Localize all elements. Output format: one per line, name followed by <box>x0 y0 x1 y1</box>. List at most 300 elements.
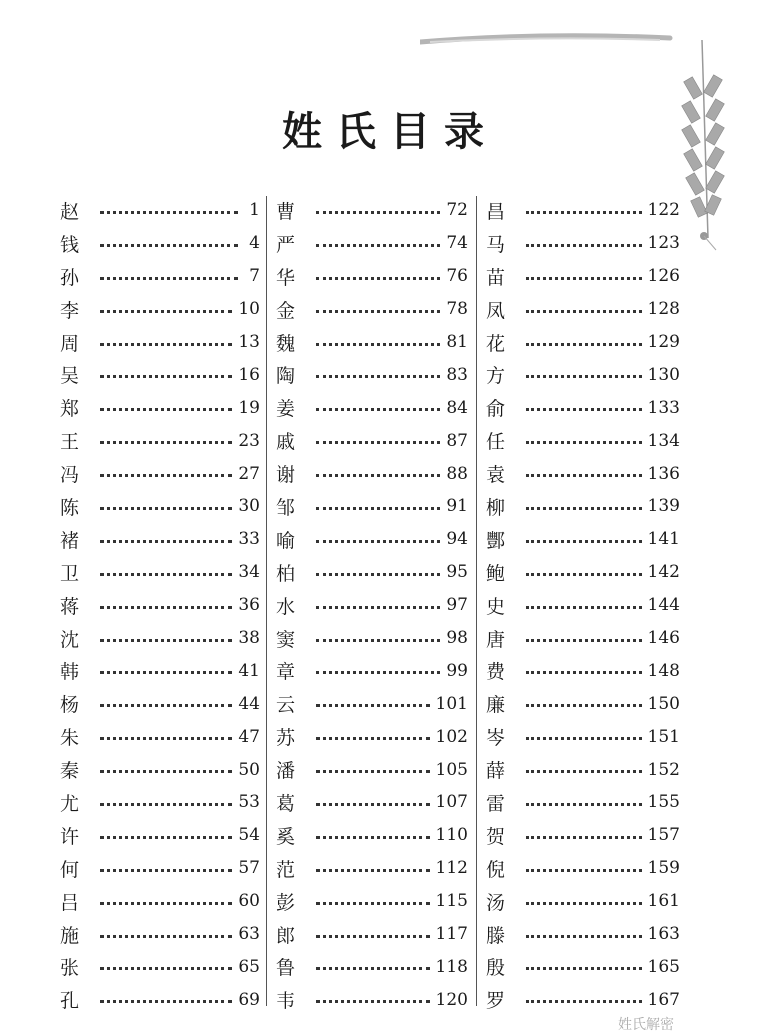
toc-page-number: 144 <box>647 595 680 616</box>
toc-page-number: 105 <box>435 759 468 780</box>
toc-entry <box>276 983 468 1016</box>
toc-surname: 韦 <box>276 990 296 1013</box>
toc-entry <box>486 227 680 260</box>
toc-page-number: 33 <box>238 529 260 550</box>
dot-leader <box>316 277 440 280</box>
toc-entry <box>60 457 260 490</box>
dot-leader <box>526 441 642 444</box>
toc-entry <box>276 391 468 424</box>
toc-entry <box>60 654 260 687</box>
dot-leader <box>100 869 232 872</box>
toc-page-number: 142 <box>647 562 680 583</box>
toc-page-number: 69 <box>238 989 260 1010</box>
toc-surname: 贺 <box>486 825 506 848</box>
toc-surname: 朱 <box>60 727 80 750</box>
toc-entry <box>276 852 468 885</box>
dot-leader <box>316 967 430 970</box>
dot-leader <box>100 375 232 378</box>
toc-entry <box>60 358 260 391</box>
toc-surname: 严 <box>276 233 296 256</box>
toc-page-number: 10 <box>238 299 260 320</box>
toc-entry <box>486 424 680 457</box>
dot-leader <box>100 441 232 444</box>
toc-page-number: 107 <box>435 792 468 813</box>
toc-page-number: 54 <box>238 825 260 846</box>
toc-page-number: 117 <box>435 924 468 945</box>
toc-surname: 凤 <box>486 299 506 322</box>
toc-surname: 李 <box>60 299 80 322</box>
toc-page-number: 38 <box>238 628 260 649</box>
toc-surname: 花 <box>486 332 506 355</box>
toc-entry <box>486 786 680 819</box>
toc-entry <box>276 556 468 589</box>
dot-leader <box>100 935 232 938</box>
toc-surname: 孔 <box>60 990 80 1013</box>
toc-column-3 <box>486 194 680 1016</box>
dot-leader <box>100 573 232 576</box>
toc-entry <box>60 424 260 457</box>
dot-leader <box>316 507 440 510</box>
toc-page-number: 120 <box>435 989 468 1010</box>
toc-surname: 戚 <box>276 431 296 454</box>
toc-entry <box>60 720 260 753</box>
dot-leader <box>316 375 440 378</box>
toc-surname: 钱 <box>60 233 80 256</box>
dot-leader <box>526 770 642 773</box>
toc-surname: 廉 <box>486 694 506 717</box>
dot-leader <box>100 1000 232 1003</box>
toc-surname: 杨 <box>60 694 80 717</box>
dot-leader <box>526 671 642 674</box>
dot-leader <box>316 770 430 773</box>
dot-leader <box>316 704 430 707</box>
toc-entry <box>60 589 260 622</box>
toc-entry <box>486 687 680 720</box>
toc-surname: 马 <box>486 233 506 256</box>
toc-entry <box>60 819 260 852</box>
toc-page-number: 13 <box>238 332 260 352</box>
toc-page-number: 72 <box>446 200 468 221</box>
toc-surname: 施 <box>60 924 80 947</box>
toc-page-number: 53 <box>238 792 260 813</box>
dot-leader <box>316 540 440 543</box>
dot-leader <box>316 902 430 905</box>
toc-surname: 潘 <box>276 760 296 783</box>
toc-entry <box>276 819 468 852</box>
dot-leader <box>100 967 232 970</box>
toc-page-number: 155 <box>647 792 680 813</box>
toc-page-number: 141 <box>647 529 680 550</box>
toc-entry <box>276 654 468 687</box>
toc-page-number: 148 <box>647 660 680 681</box>
toc-page-number: 94 <box>446 529 468 550</box>
dot-leader <box>100 671 232 674</box>
toc-surname: 吕 <box>60 891 80 914</box>
toc-page-number: 78 <box>446 299 468 320</box>
toc-surname: 柳 <box>486 496 506 519</box>
dot-leader <box>316 606 440 609</box>
toc-surname: 苏 <box>276 727 296 750</box>
watermark: 姓氏解密 <box>618 1017 674 1033</box>
toc-entry <box>486 260 680 293</box>
toc-page-number: 133 <box>647 397 680 418</box>
toc-surname: 昌 <box>486 200 506 223</box>
dot-leader <box>526 211 642 214</box>
dot-leader <box>526 737 642 740</box>
toc-entry <box>276 424 468 457</box>
toc-entry <box>276 687 468 720</box>
dot-leader <box>100 310 232 313</box>
toc-entry <box>486 983 680 1016</box>
toc-surname: 云 <box>276 694 296 717</box>
dot-leader <box>100 639 232 642</box>
toc-page-number: 102 <box>435 726 468 747</box>
toc-entry <box>60 227 260 260</box>
toc-surname: 倪 <box>486 858 506 881</box>
toc-surname: 邹 <box>276 496 296 519</box>
toc-page-number: 84 <box>446 397 468 418</box>
dot-leader <box>526 836 642 839</box>
toc-entry <box>60 523 260 556</box>
dot-leader <box>526 408 642 411</box>
toc-page-number: 23 <box>238 430 260 451</box>
toc-page-number: 41 <box>238 660 260 681</box>
toc-page-number: 128 <box>647 299 680 320</box>
toc-page-number: 60 <box>238 891 260 912</box>
dot-leader <box>100 836 232 839</box>
dot-leader <box>526 967 642 970</box>
toc-page-number: 88 <box>446 463 468 484</box>
toc-page-number: 98 <box>446 628 468 649</box>
toc-surname: 郎 <box>276 924 296 947</box>
toc-entry <box>486 326 680 359</box>
toc-page-number: 97 <box>446 595 468 616</box>
dot-leader <box>100 343 232 346</box>
toc-page-number: 167 <box>647 989 680 1010</box>
toc-surname: 史 <box>486 595 506 618</box>
toc-entry <box>486 654 680 687</box>
dot-leader <box>100 770 232 773</box>
toc-entry <box>60 194 260 227</box>
toc-entry <box>486 457 680 490</box>
toc-page-number: 165 <box>647 956 680 977</box>
toc-surname: 薛 <box>486 760 506 783</box>
toc-surname: 酆 <box>486 529 506 552</box>
toc-page-number: 122 <box>647 200 680 221</box>
dot-leader <box>100 902 232 905</box>
dot-leader <box>526 375 642 378</box>
toc-surname: 岑 <box>486 727 506 750</box>
dot-leader <box>316 244 440 247</box>
toc-surname: 滕 <box>486 924 506 947</box>
dot-leader <box>526 310 642 313</box>
dot-leader <box>316 343 440 346</box>
toc-entry <box>276 622 468 655</box>
toc-surname: 鲁 <box>276 957 296 980</box>
toc-surname: 奚 <box>276 825 296 848</box>
toc-page-number: 1 <box>249 200 260 221</box>
toc-surname: 张 <box>60 957 80 980</box>
toc-entry <box>60 260 260 293</box>
toc-column-1 <box>60 194 260 1016</box>
toc-surname: 冯 <box>60 464 80 487</box>
toc-entry <box>276 885 468 918</box>
toc-page-number: 110 <box>435 825 468 846</box>
toc-page-number: 139 <box>647 496 680 517</box>
dot-leader <box>100 737 232 740</box>
toc-entry <box>276 950 468 983</box>
toc-page-number: 151 <box>647 726 680 747</box>
toc-entry <box>276 358 468 391</box>
toc-page-number: 34 <box>238 562 260 583</box>
toc-page-number: 161 <box>647 891 680 912</box>
toc-surname: 郑 <box>60 398 80 421</box>
toc-entry <box>276 523 468 556</box>
toc-surname: 水 <box>276 595 296 618</box>
dot-leader <box>526 902 642 905</box>
toc-surname: 罗 <box>486 990 506 1013</box>
toc-page-number: 159 <box>647 858 680 879</box>
toc-surname: 何 <box>60 858 80 881</box>
toc-entry <box>276 918 468 951</box>
toc-surname: 费 <box>486 661 506 684</box>
toc-entry <box>60 983 260 1016</box>
toc-surname: 魏 <box>276 332 296 355</box>
dot-leader <box>526 573 642 576</box>
toc-surname: 卫 <box>60 562 80 585</box>
toc-surname: 俞 <box>486 398 506 421</box>
dot-leader <box>316 639 440 642</box>
toc-surname: 谢 <box>276 464 296 487</box>
toc-entry <box>486 918 680 951</box>
toc-page-number: 157 <box>647 825 680 846</box>
toc-page-number: 76 <box>446 266 468 287</box>
toc-surname: 唐 <box>486 628 506 651</box>
toc-entry <box>486 523 680 556</box>
toc-entry <box>486 358 680 391</box>
toc-page-number: 4 <box>249 233 260 254</box>
dot-leader <box>100 408 232 411</box>
toc-surname: 韩 <box>60 661 80 684</box>
dot-leader <box>100 803 232 806</box>
toc-page-number: 99 <box>446 660 468 681</box>
toc-page-number: 134 <box>647 430 680 451</box>
toc-entry <box>276 293 468 326</box>
toc-surname: 葛 <box>276 792 296 815</box>
dot-leader <box>100 211 238 214</box>
toc-surname: 吴 <box>60 365 80 388</box>
toc-surname: 孙 <box>60 266 80 289</box>
toc-page-number: 57 <box>238 858 260 879</box>
toc-page-number: 83 <box>446 364 468 385</box>
toc-page-number: 129 <box>647 332 680 352</box>
toc-surname: 殷 <box>486 957 506 980</box>
toc-entry <box>276 589 468 622</box>
toc-entry <box>60 918 260 951</box>
toc-entry <box>60 687 260 720</box>
toc-entry <box>486 885 680 918</box>
toc-surname: 褚 <box>60 529 80 552</box>
dot-leader <box>100 507 232 510</box>
toc-page-number: 50 <box>238 759 260 780</box>
toc-page-number: 87 <box>446 430 468 451</box>
toc-surname: 陈 <box>60 496 80 519</box>
toc-surname: 曹 <box>276 200 296 223</box>
dot-leader <box>526 474 642 477</box>
toc-surname: 柏 <box>276 562 296 585</box>
toc-page-number: 163 <box>647 924 680 945</box>
toc-surname: 许 <box>60 825 80 848</box>
dot-leader <box>100 606 232 609</box>
toc-entry <box>486 490 680 523</box>
toc-page-number: 16 <box>238 364 260 385</box>
toc-entry <box>486 391 680 424</box>
toc-entry <box>276 457 468 490</box>
toc-page-number: 123 <box>647 233 680 254</box>
toc-surname: 周 <box>60 332 80 355</box>
toc-entry <box>486 293 680 326</box>
toc-entry <box>60 622 260 655</box>
dot-leader <box>526 639 642 642</box>
toc-entry <box>276 227 468 260</box>
toc-entry <box>276 720 468 753</box>
toc-surname: 方 <box>486 365 506 388</box>
dot-leader <box>316 935 430 938</box>
toc-entry <box>486 622 680 655</box>
dot-leader <box>100 540 232 543</box>
page-title: 姓氏目录 <box>282 108 498 155</box>
dot-leader <box>100 474 232 477</box>
toc-entry <box>60 786 260 819</box>
toc-page-number: 126 <box>647 266 680 287</box>
toc-page-number: 7 <box>249 266 260 287</box>
toc-surname: 范 <box>276 858 296 881</box>
dot-leader <box>316 573 440 576</box>
toc-surname: 金 <box>276 299 296 322</box>
toc-entry <box>276 753 468 786</box>
dot-leader <box>316 671 440 674</box>
toc-entry <box>486 194 680 227</box>
toc-page-number: 130 <box>647 364 680 385</box>
toc-entry <box>486 819 680 852</box>
dot-leader <box>316 441 440 444</box>
column-divider <box>476 196 477 1006</box>
dot-leader <box>526 803 642 806</box>
toc-page-number: 44 <box>238 693 260 714</box>
toc-surname: 沈 <box>60 628 80 651</box>
toc-surname: 姜 <box>276 398 296 421</box>
toc-surname: 秦 <box>60 760 80 783</box>
toc-entry <box>486 852 680 885</box>
toc-entry <box>60 950 260 983</box>
toc-surname: 鲍 <box>486 562 506 585</box>
dot-leader <box>526 704 642 707</box>
dot-leader <box>100 704 232 707</box>
toc-page-number: 27 <box>238 463 260 484</box>
toc-page-number: 91 <box>446 496 468 517</box>
toc-entry <box>60 753 260 786</box>
dot-leader <box>526 540 642 543</box>
toc-surname: 任 <box>486 431 506 454</box>
toc-surname: 彭 <box>276 891 296 914</box>
toc-entry <box>276 786 468 819</box>
toc-surname: 章 <box>276 661 296 684</box>
toc-page-number: 146 <box>647 628 680 649</box>
toc-page-number: 63 <box>238 924 260 945</box>
toc-page-number: 81 <box>446 332 468 352</box>
toc-entry <box>486 556 680 589</box>
toc-entry <box>60 293 260 326</box>
toc-page-number: 101 <box>435 693 468 714</box>
toc-surname: 陶 <box>276 365 296 388</box>
dot-leader <box>316 803 430 806</box>
toc-surname: 赵 <box>60 200 80 223</box>
dot-leader <box>316 869 430 872</box>
toc-entry <box>276 326 468 359</box>
dot-leader <box>316 1000 430 1003</box>
toc-page-number: 136 <box>647 463 680 484</box>
dot-leader <box>526 277 642 280</box>
toc-surname: 苗 <box>486 266 506 289</box>
toc-entry <box>60 885 260 918</box>
toc-page-number: 30 <box>238 496 260 517</box>
toc-entry <box>60 490 260 523</box>
toc-page-number: 36 <box>238 595 260 616</box>
toc-entry <box>486 753 680 786</box>
dot-leader <box>316 474 440 477</box>
toc-page-number: 74 <box>446 233 468 254</box>
toc-page-number: 65 <box>238 956 260 977</box>
dot-leader <box>316 737 430 740</box>
dot-leader <box>526 869 642 872</box>
toc-entry <box>486 720 680 753</box>
toc-entry <box>486 589 680 622</box>
toc-page-number: 19 <box>238 397 260 418</box>
dot-leader <box>526 935 642 938</box>
toc-entry <box>276 490 468 523</box>
toc-entry <box>276 260 468 293</box>
toc-page-number: 150 <box>647 693 680 714</box>
dot-leader <box>526 606 642 609</box>
dot-leader <box>100 244 238 247</box>
toc-surname: 尤 <box>60 792 80 815</box>
dot-leader <box>316 211 440 214</box>
toc-page-number: 152 <box>647 759 680 780</box>
dot-leader <box>526 244 642 247</box>
dot-leader <box>100 277 238 280</box>
toc-surname: 袁 <box>486 464 506 487</box>
toc-surname: 喻 <box>276 529 296 552</box>
dot-leader <box>316 310 440 313</box>
toc-entry <box>60 391 260 424</box>
toc-surname: 汤 <box>486 891 506 914</box>
toc-entry <box>60 556 260 589</box>
toc-page-number: 47 <box>238 726 260 747</box>
toc-page-number: 95 <box>446 562 468 583</box>
toc-page-number: 118 <box>435 956 468 977</box>
dot-leader <box>316 408 440 411</box>
toc-page-number: 112 <box>435 858 468 879</box>
dot-leader <box>526 343 642 346</box>
toc-entry <box>60 852 260 885</box>
dot-leader <box>316 836 430 839</box>
toc-surname: 王 <box>60 431 80 454</box>
toc-entry <box>276 194 468 227</box>
toc-page-number: 115 <box>435 891 468 912</box>
toc-entry <box>60 326 260 359</box>
toc-surname: 雷 <box>486 792 506 815</box>
toc-entry <box>486 950 680 983</box>
